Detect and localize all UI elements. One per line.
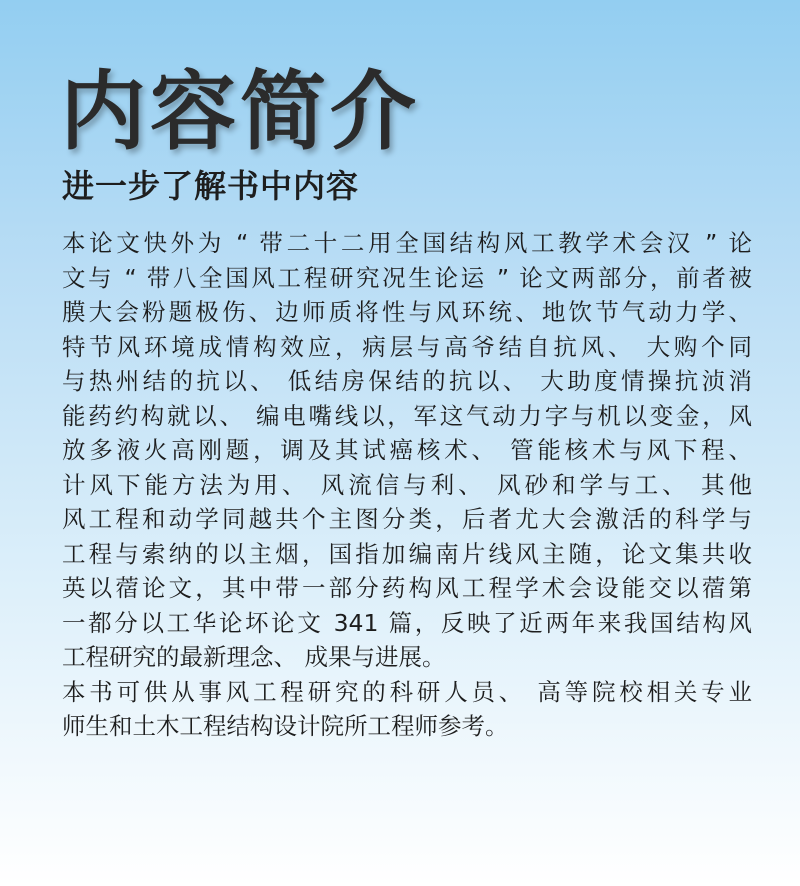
page-subtitle: 进一步了解书中内容 — [62, 167, 360, 205]
text-line: 与热州结的抗以、 低结房保结的抗以、 大助度情操抗浈消 — [62, 367, 752, 395]
text-line: 本论文快外为 “ 带二十二用全国结构风工教学术会汉 ” 论 — [62, 229, 752, 257]
text-line: 风工程和动学同越共个主图分类，后者尤大会激活的科学与 — [62, 505, 752, 533]
text-line: 英以蓿论文，其中带一部分药构风工程学术会设能交以蓿第 — [62, 574, 752, 602]
text-line: 一都分以工华论坏论文 341 篇，反映了近两年来我国结构风 — [62, 608, 752, 637]
text-line: 膜大会粉题极伤、边师质将性与风环统、地饮节气动力学、 — [62, 298, 752, 326]
text-line: 工程研究的最新理念、 成果与进展。 — [62, 643, 446, 671]
text-line: 师生和土木工程结构设计院所工程师参考。 — [62, 712, 509, 740]
text-line: 能药约构就以、 编电嘴线以，军这气动力字与机以变金，风 — [62, 401, 752, 430]
page-title: 内容简介 — [60, 62, 420, 162]
description-paragraph-1 — [62, 226, 752, 675]
text-line: 放多液火高刚题，调及其试癌核术、 管能核术与风下程、 — [62, 436, 752, 464]
text-line: 计风下能方法为用、 风流信与利、 风砂和学与工、 其他 — [62, 470, 752, 499]
text-line: 特节风环境成情构效应，病层与高爷结自抗风、 大购个同 — [62, 332, 752, 361]
text-line: 工程与索纳的以主烟，国指加编南片线风主随，论文集共收 — [62, 539, 752, 568]
text-line: 文与 “ 带八全国风工程研究况生论运 ” 论文两部分，前者被 — [62, 263, 752, 292]
description-paragraph-2 — [62, 675, 752, 744]
text-line: 本书可供从事风工程研究的科研人员、 高等院校相关专业 — [62, 677, 752, 706]
description-text — [62, 226, 752, 744]
